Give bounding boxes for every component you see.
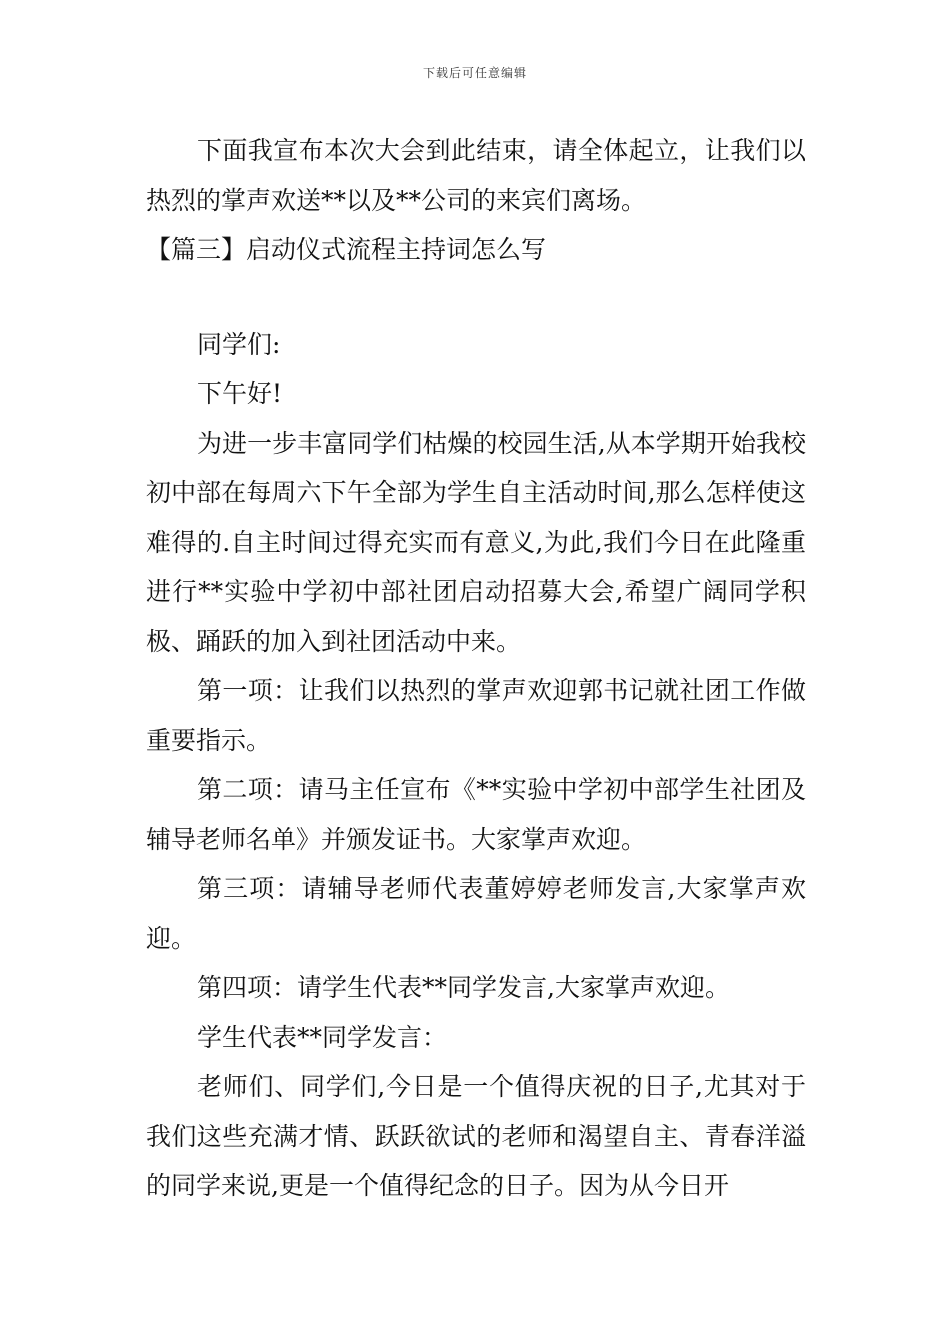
body-paragraph: 为进一步丰富同学们枯燥的校园生活,从本学期开始我校初中部在每周六下午全部为学生自主活动时间,那么怎样使这难得的.自主时间过得充实而有意义,为此,我们今日在此隆重进行**实验中学初中部社团启动招募大会,希望广阔同学积极、踊跃的加入到社团活动中来。 xyxy=(146,428,806,656)
document-body xyxy=(146,126,806,1211)
agenda-item-3: 第三项：请辅导老师代表董婷婷老师发言,大家掌声欢迎。 xyxy=(146,874,806,953)
speech-paragraph: 老师们、同学们,今日是一个值得庆祝的日子,尤其对于我们这些充满才情、跃跃欲试的老师和渴望自主、青春洋溢的同学来说,更是一个值得纪念的日子。因为从今日开 xyxy=(146,1072,806,1200)
speech-heading: 学生代表**同学发言： xyxy=(197,1022,448,1052)
agenda-item-4: 第四项：请学生代表**同学发言,大家掌声欢迎。 xyxy=(197,973,730,1002)
header-note: 下载后可任意编辑 xyxy=(422,66,527,80)
greeting-line: 同学们: xyxy=(197,329,281,359)
closing-paragraph: 下面我宣布本次大会到此结束，请全体起立，让我们以热烈的掌声欢送**以及**公司的来宾们离场。 xyxy=(146,136,806,215)
section-heading: 【篇三】启动仪式流程主持词怎么写 xyxy=(146,235,547,264)
agenda-item-2: 第二项：请马主任宣布《**实验中学初中部学生社团及辅导老师名单》并颁发证书。大家掌声欢迎。 xyxy=(146,775,806,854)
section-spacer xyxy=(146,275,806,320)
agenda-item-1: 第一项：让我们以热烈的掌声欢迎郭书记就社团工作做重要指示。 xyxy=(146,676,806,755)
greeting-line: 下午好! xyxy=(197,379,283,408)
